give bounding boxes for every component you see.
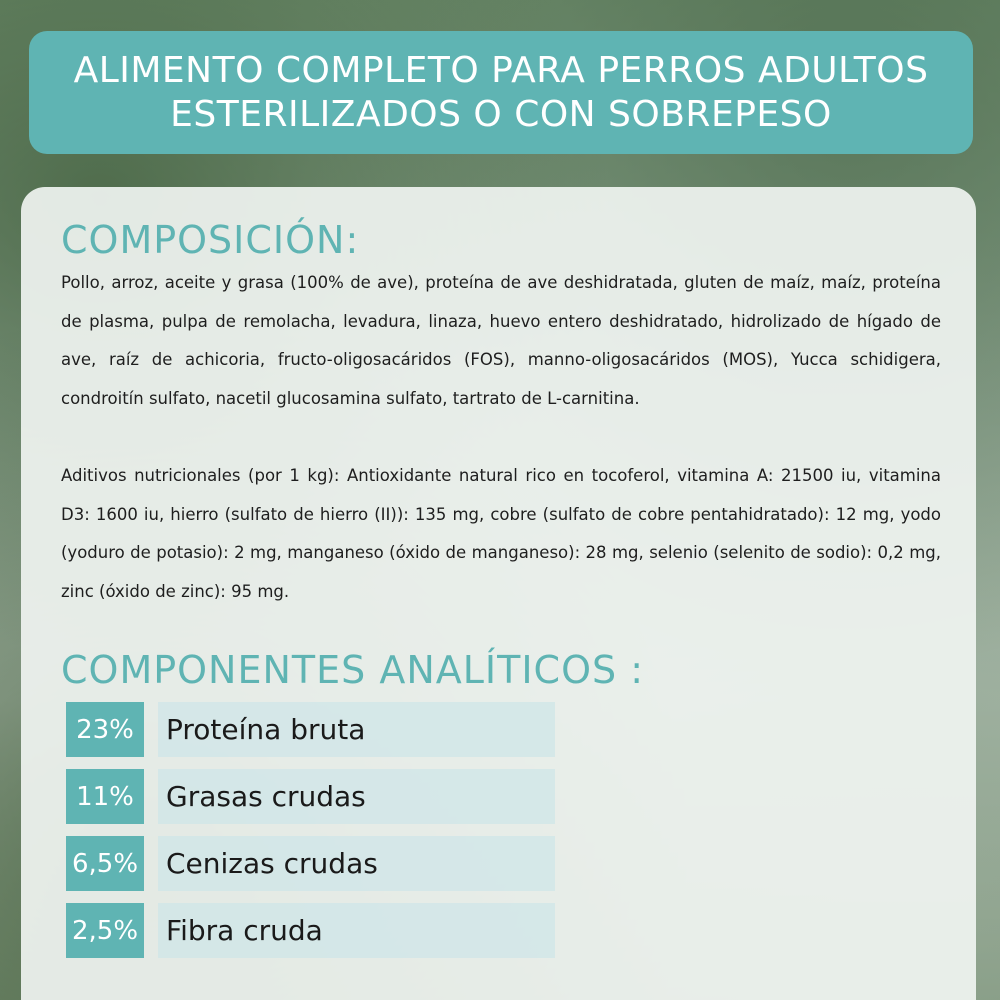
ingredients-text: Pollo, arroz, aceite y grasa (100% de ave), proteína de ave deshidratada, gluten de maíz, maíz, proteína de plasma, pulpa de remolacha, levadura, linaza, huevo entero deshidratado, hidrolizado de hígado de ave, raíz de achicoria, fructo-oligosacáridos (FOS), manno-oligosacáridos (MOS), Yucca schidigera, condroitín sulfato, nacetil glucosamina sulfato, tartrato de L-carnitina. <box>61 273 941 408</box>
analytic-label: Grasas crudas <box>158 769 555 824</box>
title-banner <box>29 31 973 154</box>
analytic-label: Cenizas crudas <box>158 836 555 891</box>
analytic-percent: 11% <box>66 769 144 824</box>
analiticos-heading: COMPONENTES ANALÍTICOS : <box>61 648 644 692</box>
composicion-heading: COMPOSICIÓN: <box>61 218 360 262</box>
analytic-label: Proteína bruta <box>158 702 555 757</box>
analytic-label: Fibra cruda <box>158 903 555 958</box>
analytic-row-proteina <box>66 702 555 757</box>
analytic-row-cenizas <box>66 836 555 891</box>
analytic-percent: 6,5% <box>66 836 144 891</box>
title-line-1: ALIMENTO COMPLETO PARA PERROS ADULTOS <box>73 49 929 91</box>
aditivos-text: Aditivos nutricionales (por 1 kg): Antioxidante natural rico en tocoferol, vitamina A: 21500 iu, vitamina D3: 1600 iu, hierro (sulfato de hierro (II)): 135 mg, cobre (sulfato de cobre pentahidratado): 12 mg, yodo (yoduro de potasio): 2 mg, manganeso (óxido de manganeso): 28 mg, selenio (selenito de sodio): 0,2 mg, zinc (óxido de zinc): 95 mg. <box>61 466 941 601</box>
analytic-percent: 23% <box>66 702 144 757</box>
analytic-row-fibra <box>66 903 555 958</box>
title-line-2: ESTERILIZADOS O CON SOBREPESO <box>170 93 832 135</box>
analytic-row-grasas <box>66 769 555 824</box>
analytic-percent: 2,5% <box>66 903 144 958</box>
